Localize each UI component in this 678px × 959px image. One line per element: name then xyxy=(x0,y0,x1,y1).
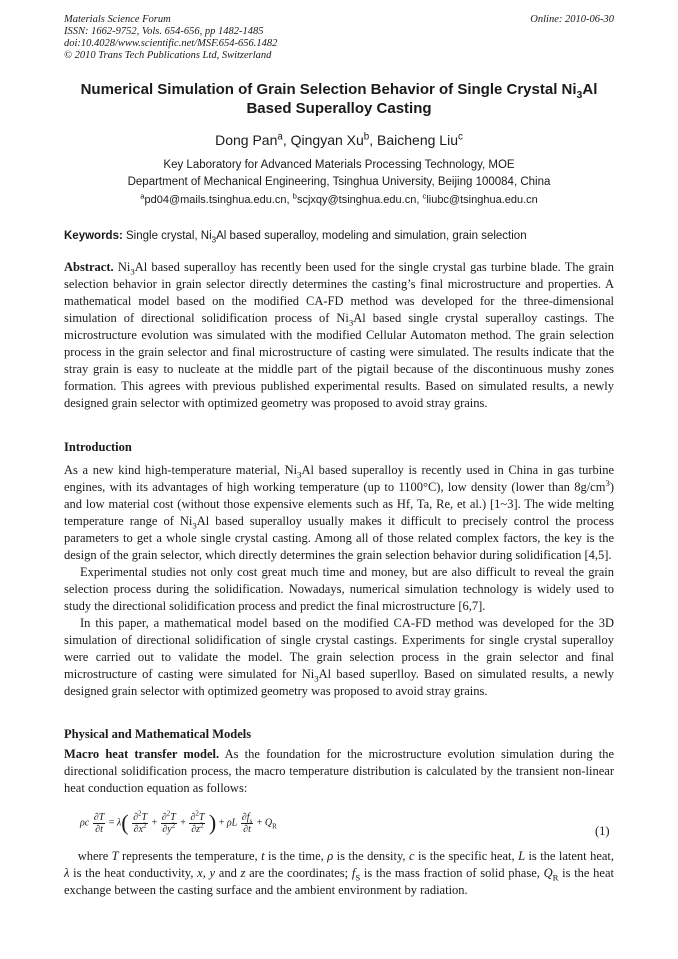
equation-body: ρc $\frac{\partial T}{\partial t}$ = λ( $\frac{\partial^2T}{\partial x^2}$ + $\frac{\partial^2T}{\partial y^2}$ + $\frac{\partial^2T}{\partial z^2}$ ) + ρL $\frac{\partial f_s}{\partial t}$ + $Q_R$ xyxy=(80,809,277,835)
introduction-body xyxy=(64,462,614,700)
macro-heat-transfer-paragraph: Macro heat transfer model. As the foundation for the microstructure evolution simulation during the directional solidification process, the macro temperature distribution is calculated by the transient non-linear heat conduction equation as follows: xyxy=(64,747,615,795)
affiliation: Key Laboratory for Advanced Materials Processing Technology, MOE Department of Mechanical Engineering, Tsinghua University, Beijing 100084, China xyxy=(127,159,551,188)
author-name: Dong Pan xyxy=(215,132,278,148)
journal-name: Materials Science Forum xyxy=(64,14,171,25)
equation-number: (1) xyxy=(595,824,610,838)
paragraph: In this paper, a mathematical model based on the modified CA-FD method was developed for the 3D simulation of directional solidification of single crystal castings. Experiments for single crystal superalloy were carried out to validate the model. The grain selection process in the grain selector and final microstructure of casting were simulated for $Ni_3Al$ based superlloy. Based on simulated results, a newly designed grain selector with optimized geometry was proposed to avoid stray grains. xyxy=(64,616,614,698)
abstract: Abstract. $Ni_3Al$ based superalloy has recently been used for the single crystal gas turbine blade. The grain selection behavior in grain selector directly determines the casting’s final microstructure and properties. A mathematical model based on the modified CA-FD method was developed for the three-dimensional simulation of directional solidification process of $Ni_3Al$ based single crystal superalloy castings. The microstructure evolution was simulated with the modified Cellular Automaton method. The grain selection process in the grain selector and final microstructure of casting were simulated. The results indicate that the stray grain is easy to nucleate at the middle part of the pigtail because of the discontinuous mushy zones formation. This agrees with previous published experimental results. Based on simulated results, a newly designed grain selector with optimized geometry was proposed to avoid stray grains. xyxy=(64,260,615,410)
email-link[interactable]: liubc@tsinghua.edu.cn xyxy=(426,194,538,206)
issn: ISSN: 1662-9752, Vols. 654-656, pp 1482-1485 xyxy=(64,26,264,37)
email-list: $^a$pd04@mails.tsinghua.edu.cn, $^b$scjxqy@tsinghua.edu.cn, $^c$liubc@tsinghua.edu.cn xyxy=(140,191,538,206)
email-link[interactable]: pd04@mails.tsinghua.edu.cn xyxy=(144,194,287,206)
author-list: Dong Pan$^a$, Qingyan Xu$^b$, Baicheng Liu$^c$ xyxy=(215,131,463,148)
heat-conduction-equation xyxy=(80,804,614,844)
paper-title: Numerical Simulation of Grain Selection Behavior of Single Crystal $Ni_3Al$ Based Superalloy Casting xyxy=(80,81,598,117)
keywords: Keywords: Single crystal, $Ni_3Al$ based superalloy, modeling and simulation, grain selection xyxy=(64,230,527,245)
equation-explanation: where T represents the temperature, t is the time, ρ is the density, c is the specific heat, L is the latent heat, λ is the heat conductivity, x, y and z are the coordinates; $f_S$ is the mass fraction of solid phase, $Q_R$ is the heat exchange between the casting surface and the ambient environment by radiation. xyxy=(64,849,615,897)
copyright: © 2010 Trans Tech Publications Ltd, Switzerland xyxy=(64,50,272,61)
paragraph: As a new kind high-temperature material, $Ni_3Al$ based superalloy is recently used in China in gas turbine engines, with its advantages of high working temperature (up to 1100°C), low density (lower than $8g/cm^3$) and low material cost (without those expensive elements such as Hf, Ta, Re, et al.) [1~3]. The wide melting temperature range of $Ni_3Al$ based superalloy usually makes it difficult to precisely control the process parameters to get a whole single crystal casting. Among all of those related complex factors, the key is the design of the grain selector, which directly determines the grain selection behavior during solidification [4,5]. xyxy=(64,463,615,562)
paragraph: Experimental studies not only cost great much time and money, but are also difficult to reveal the grain selection process during the solidification. Nowadays, numerical simulation technology is widely used to study the directional solidification process and predict the final microstructure [6,7]. xyxy=(64,565,614,613)
online-date: Online: 2010-06-30 xyxy=(530,14,614,25)
doi: doi:10.4028/www.scientific.net/MSF.654-656.1482 xyxy=(64,38,278,49)
author-name: Qingyan Xu xyxy=(290,132,364,148)
journal-header xyxy=(64,14,614,62)
section-heading-introduction: Introduction xyxy=(64,440,132,454)
email-link[interactable]: scjxqy@tsinghua.edu.cn xyxy=(296,194,417,206)
author-name: Baicheng Liu xyxy=(377,132,458,148)
section-heading-models: Physical and Mathematical Models xyxy=(64,727,252,741)
